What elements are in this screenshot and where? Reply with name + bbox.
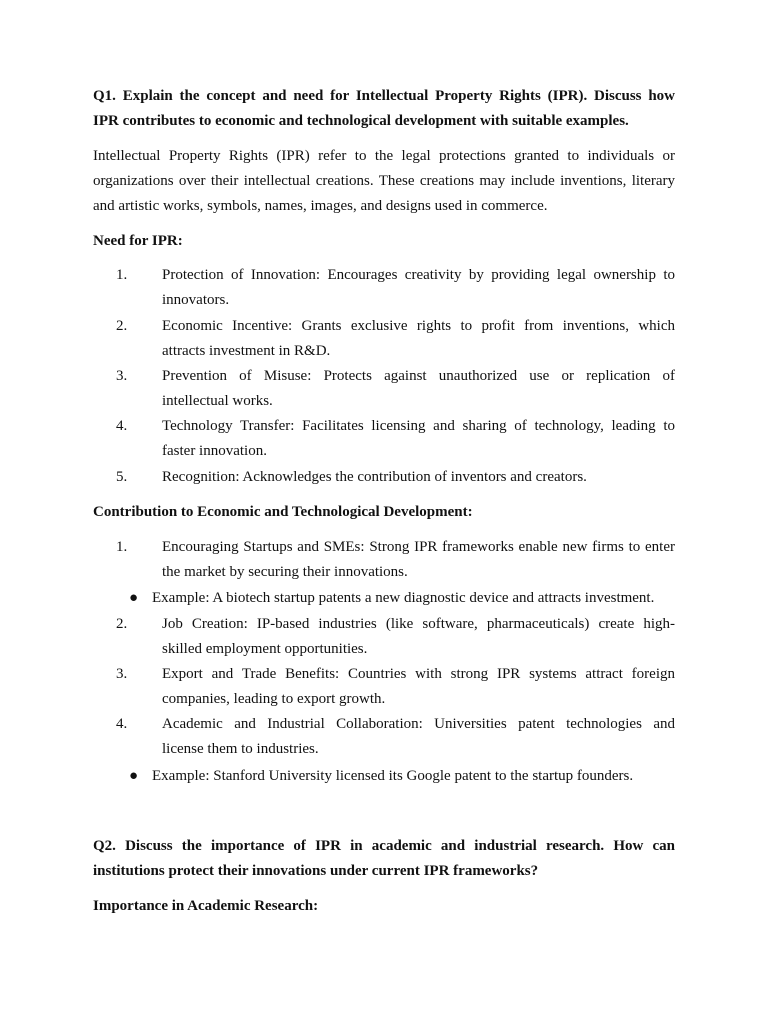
intro-line-1: Intellectual Property Rights (IPR) refer to the legal protections granted to individuals or bbox=[93, 148, 675, 164]
list-item-line: Protection of Innovation: Encourages creativity by providing legal ownership to bbox=[162, 267, 675, 283]
intro-line-3: and artistic works, symbols, names, images, and designs used in commerce. bbox=[93, 198, 548, 214]
list-item-line: intellectual works. bbox=[162, 393, 273, 409]
list-item-line: skilled employment opportunities. bbox=[162, 641, 368, 657]
list-item-line: Academic and Industrial Collaboration: Universities patent technologies and bbox=[162, 716, 675, 732]
list-number: 2. bbox=[116, 318, 128, 334]
list-item-line: attracts investment in R&D. bbox=[162, 343, 331, 359]
academic-heading: Importance in Academic Research: bbox=[93, 898, 319, 914]
list-number: 2. bbox=[116, 616, 128, 632]
list-item-line: the market by securing their innovations. bbox=[162, 564, 408, 580]
bullet-icon: ● bbox=[129, 590, 139, 606]
intro-line-2: organizations over their intellectual creations. These creations may include inventions, literary bbox=[93, 173, 675, 189]
list-number: 1. bbox=[116, 267, 128, 283]
list-item-line: Export and Trade Benefits: Countries with strong IPR systems attract foreign bbox=[162, 666, 675, 682]
list-number: 3. bbox=[116, 368, 128, 384]
list-number: 3. bbox=[116, 666, 128, 682]
list-item-line: faster innovation. bbox=[162, 443, 267, 459]
q2-title-line-1: Q2. Discuss the importance of IPR in academic and industrial research. How can bbox=[93, 838, 675, 854]
list-item-line: innovators. bbox=[162, 292, 230, 308]
list-number: 5. bbox=[116, 469, 128, 485]
list-item-line: companies, leading to export growth. bbox=[162, 691, 386, 707]
list-item-line: license them to industries. bbox=[162, 741, 319, 757]
contrib-heading: Contribution to Economic and Technological Development: bbox=[93, 504, 473, 520]
example-line: Example: A biotech startup patents a new diagnostic device and attracts investment. bbox=[152, 590, 655, 606]
q1-title-line-1: Q1. Explain the concept and need for Intellectual Property Rights (IPR). Discuss how bbox=[93, 88, 675, 104]
bullet-icon: ● bbox=[129, 768, 139, 784]
list-item-line: Economic Incentive: Grants exclusive rights to profit from inventions, which bbox=[162, 318, 675, 334]
list-item-line: Job Creation: IP-based industries (like software, pharmaceuticals) create high- bbox=[162, 616, 675, 632]
need-heading: Need for IPR: bbox=[93, 233, 183, 249]
q1-title-line-2: IPR contributes to economic and technological development with suitable examples. bbox=[93, 113, 629, 129]
q2-title-line-2: institutions protect their innovations under current IPR frameworks? bbox=[93, 863, 539, 879]
list-number: 4. bbox=[116, 418, 128, 434]
list-item-line: Technology Transfer: Facilitates licensing and sharing of technology, leading to bbox=[162, 418, 675, 434]
list-number: 1. bbox=[116, 539, 128, 555]
list-item-line: Recognition: Acknowledges the contribution of inventors and creators. bbox=[162, 469, 587, 485]
list-item-line: Prevention of Misuse: Protects against unauthorized use or replication of bbox=[162, 368, 675, 384]
list-item-line: Encouraging Startups and SMEs: Strong IPR frameworks enable new firms to enter bbox=[162, 539, 675, 555]
list-number: 4. bbox=[116, 716, 128, 732]
example-line: Example: Stanford University licensed its Google patent to the startup founders. bbox=[152, 768, 634, 784]
